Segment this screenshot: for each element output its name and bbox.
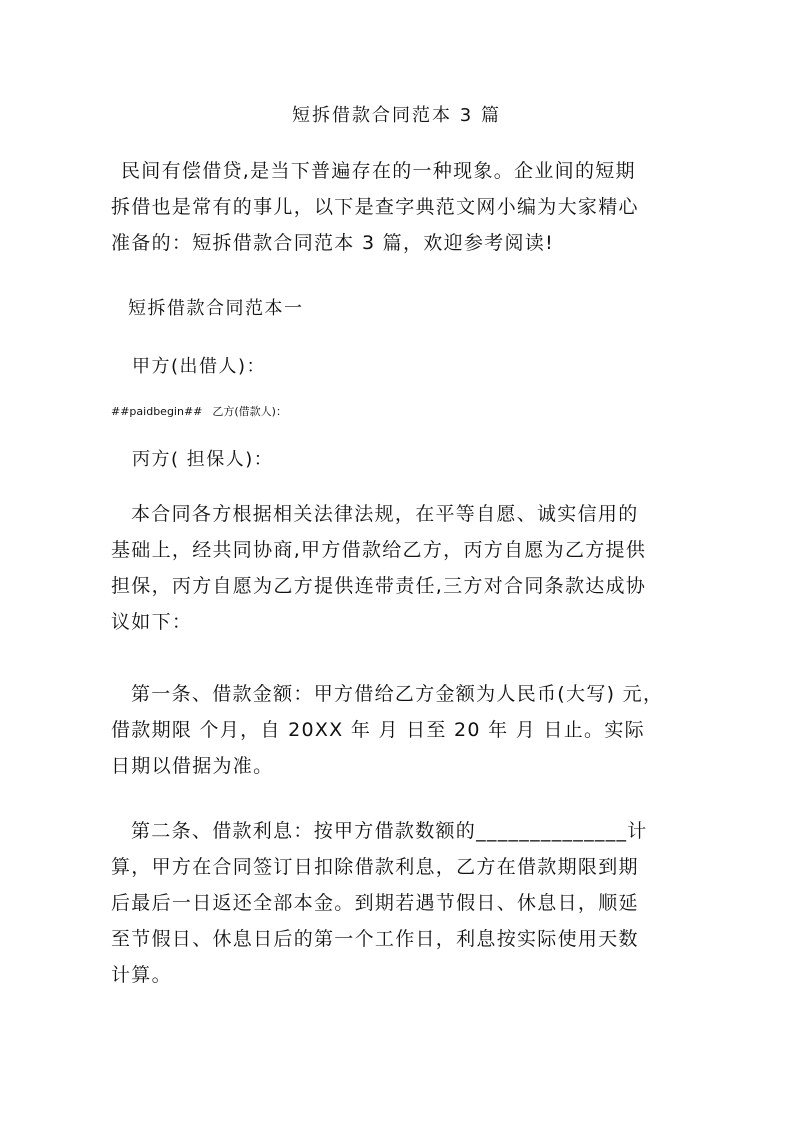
article-2-line-2: 算，甲方在合同签订日扣除借款利息，乙方在借款期限到期 — [111, 856, 639, 878]
preamble-line-1: 本合同各方根据相关法律法规，在平等自愿、诚实信用的 — [131, 503, 639, 525]
article-1-paragraph — [111, 676, 673, 784]
intro-line-1: 民间有偿借贷,是当下普遍存在的一种现象。企业间的短期 — [121, 160, 636, 182]
article-2-line-3: 后最后一日返还全部本金。到期若遇节假日、休息日，顺延 — [111, 892, 639, 914]
preamble-line-4: 议如下： — [111, 611, 193, 633]
paid-marker: ##paidbegin## — [111, 405, 203, 418]
article-1-line-2: 借款期限 个月，自 20XX 年 月 日至 20 年 月 日止。实际 — [111, 719, 645, 741]
article-2-line-5: 计算。 — [111, 964, 172, 986]
section-heading: 短拆借款合同范本一 — [128, 298, 304, 319]
party-a-label: 甲方(出借人)： — [132, 356, 267, 377]
preamble-line-3: 担保，丙方自愿为乙方提供连带责任,三方对合同条款达成协 — [111, 575, 647, 597]
article-2-line-1: 第二条、借款利息：按甲方借款数额的______________计 — [131, 820, 648, 842]
party-b-label: 乙方(借款人)： — [212, 405, 287, 418]
document-title: 短拆借款合同范本 3 篇 — [292, 105, 501, 126]
article-2-paragraph — [111, 813, 673, 993]
preamble-paragraph — [111, 496, 673, 640]
party-c-label: 丙方( 担保人)： — [132, 449, 274, 470]
intro-line-2: 拆借也是常有的事儿，以下是查字典范文网小编为大家精心 — [111, 196, 639, 218]
paid-marker-line — [111, 404, 287, 420]
article-2-line-4: 至节假日、休息日后的第一个工作日，利息按实际使用天数 — [111, 928, 639, 950]
preamble-line-2: 基础上，经共同协商,甲方借款给乙方，丙方自愿为乙方提供 — [111, 539, 647, 561]
intro-line-3: 准备的：短拆借款合同范本 3 篇，欢迎参考阅读! — [111, 232, 554, 254]
article-1-line-3: 日期以借据为准。 — [111, 755, 274, 777]
article-1-line-1: 第一条、借款金额：甲方借给乙方金额为人民币(大写) 元， — [131, 683, 664, 705]
intro-paragraph — [111, 153, 673, 261]
